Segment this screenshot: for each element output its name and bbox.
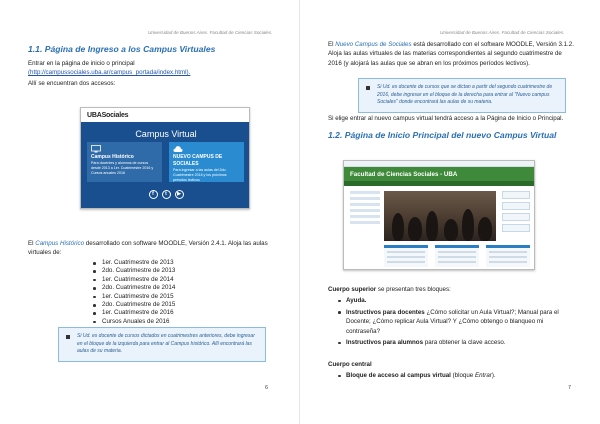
campus-virtual-screenshot	[80, 107, 250, 209]
facebook-icon[interactable]: f	[149, 190, 158, 199]
square-bullet-icon	[66, 335, 70, 339]
upper-body-post: se presentan tres bloques:	[376, 286, 451, 293]
sidebar-links	[350, 191, 380, 227]
logo-bar	[81, 108, 249, 122]
tile-left-text: Para docentes y alumnos de cursos desde 2013 a 1er. Cuatrimestre 2016 y Cursos anuales 2016	[91, 161, 154, 176]
uba-sociales-logo: UBASociales	[87, 112, 129, 119]
p1-post: está desarrollado con el software MOODLE, Versión 3.1.2. Aloja las aulas virtuales de las materias correspondientes al segundo cuatrimestre de 2016 (y alojará las aulas que se abran en los próximos períodos lectivos).	[328, 41, 574, 67]
square-bullet-icon	[366, 86, 370, 90]
hero-title: Campus Virtual	[135, 129, 197, 139]
right-column-boxes	[502, 191, 530, 235]
tile-right-text: Para ingresar a las aulas del 2do. Cuatrimestre 2016 y los próximos periodos lectivos	[173, 168, 227, 183]
new-campus-note-box	[358, 78, 566, 113]
page-number: 7	[568, 384, 572, 391]
intro-text	[28, 59, 278, 88]
list-item: Instructivos para docentes ¿Cómo solicitar un Aula Virtual?; Manual para el Docente; ¿Cómo replicar Aula Virtual? Y ¿Cómo obtengo o blanqueo mi contraseña?	[336, 308, 568, 337]
list-item: 1er. Cuatrimestre de 2013	[92, 259, 252, 267]
list-item: Cursos Anuales de 2016	[92, 318, 252, 326]
social-links	[81, 189, 250, 199]
monitor-icon	[91, 145, 101, 153]
right-page	[300, 0, 600, 424]
twitter-icon[interactable]: t	[162, 190, 171, 199]
central-body-label: Cuerpo central	[328, 361, 372, 368]
historic-note-text: Si Ud. es docente de cursos dictados en cuatrimestres anteriores, debe ingresar en el bloque de la izquierda para entrar al Campus histórico. Allí encontrará las aulas de su materia.	[77, 333, 255, 354]
campus-historico-tile[interactable]	[87, 142, 162, 182]
new-campus-link: Nuevo Campus de Sociales	[335, 41, 412, 48]
historic-post: desarrollado con software MOODLE, Versión 2.4.1. Aloja las aulas virtuales de:	[28, 240, 268, 257]
upper-body-list	[336, 296, 568, 350]
item-bold: Ayuda.	[346, 297, 367, 304]
new-campus-note-text: Si Ud. es docente de cursos que se dictan a partir del segundo cuatrimestre de 2016, debe ingresar en el bloque de la derecha para entrar al "Nuevo campus Sociales" donde encontrará las aulas de su materia.	[377, 84, 553, 105]
running-head: Universidad de Buenos Aires. Facultad de Ciencias Sociales.	[440, 30, 565, 35]
block-instructivos-docentes[interactable]	[435, 245, 479, 267]
faculty-homepage-screenshot	[343, 160, 535, 270]
section-heading-1-1: 1.1. Página de Ingreso a los Campus Virtuales	[28, 44, 216, 54]
list-item: 1er. Cuatrimestre de 2014	[92, 276, 252, 284]
years-list	[92, 259, 252, 326]
list-item: 2do. Cuatrimestre de 2014	[92, 284, 252, 292]
page-number: 6	[265, 384, 269, 391]
historic-pre: El	[28, 240, 36, 247]
item-bold: Instructivos para docentes	[346, 308, 425, 316]
classroom-photo	[384, 191, 496, 241]
tile-right-title: NUEVO CAMPUS DE SOCIALES	[173, 154, 223, 167]
faculty-nav-bar	[344, 181, 534, 186]
list-item: 2do. Cuatrimestre de 2013	[92, 267, 252, 275]
historic-paragraph	[28, 239, 276, 258]
historic-link: Campus Histórico	[35, 240, 85, 247]
cloud-icon	[173, 145, 183, 153]
list-item: Instructivos para alumnos para obtener la clave acceso.	[336, 338, 568, 348]
central-body-list	[336, 371, 568, 383]
section-heading-1-2: 1.2. Página de Inicio Principal del nuevo Campus Virtual	[328, 130, 557, 140]
list-item: 2do. Cuatrimestre de 2015	[92, 301, 252, 309]
tile-left-title: Campus Histórico	[91, 154, 134, 160]
list-item: 1er. Cuatrimestre de 2016	[92, 309, 252, 317]
access-blocks	[384, 245, 530, 267]
nuevo-campus-tile[interactable]	[169, 142, 244, 182]
new-campus-paragraph	[328, 40, 576, 68]
upper-body-intro	[328, 285, 578, 294]
list-item: 1er. Cuatrimestre de 2015	[92, 293, 252, 301]
p1-pre: El	[328, 41, 336, 48]
access-paragraph: Si elige entrar al nuevo campus virtual tendrá acceso a la Página de Inicio o Principal.	[328, 115, 564, 122]
block-instructivos-alumnos[interactable]	[486, 245, 530, 267]
upper-body-label: Cuerpo superior	[328, 286, 377, 293]
intro-line: Entrar en la página de inicio o principal	[28, 60, 135, 67]
hero-panel	[81, 122, 250, 209]
accesses-text: Allí se encuentran dos accesos:	[28, 79, 116, 87]
list-item	[336, 296, 568, 306]
youtube-icon[interactable]: ▶	[175, 190, 184, 199]
item-bold: Instructivos para alumnos	[346, 339, 424, 346]
portal-url-link[interactable]: (http://campussociales.uba.ar/campus_portada/index.html).	[28, 69, 191, 77]
list-item: Bloque de acceso al campus virtual (bloque Entrar).	[336, 371, 568, 381]
block-ayuda[interactable]	[384, 245, 428, 267]
running-head: Universidad de Buenos Aires. Facultad de Ciencias Sociales.	[148, 30, 273, 35]
historic-note-box	[58, 327, 266, 362]
faculty-banner: Facultad de Ciencias Sociales - UBA	[344, 167, 534, 181]
item-bold: Bloque de acceso al campus virtual	[346, 372, 451, 379]
